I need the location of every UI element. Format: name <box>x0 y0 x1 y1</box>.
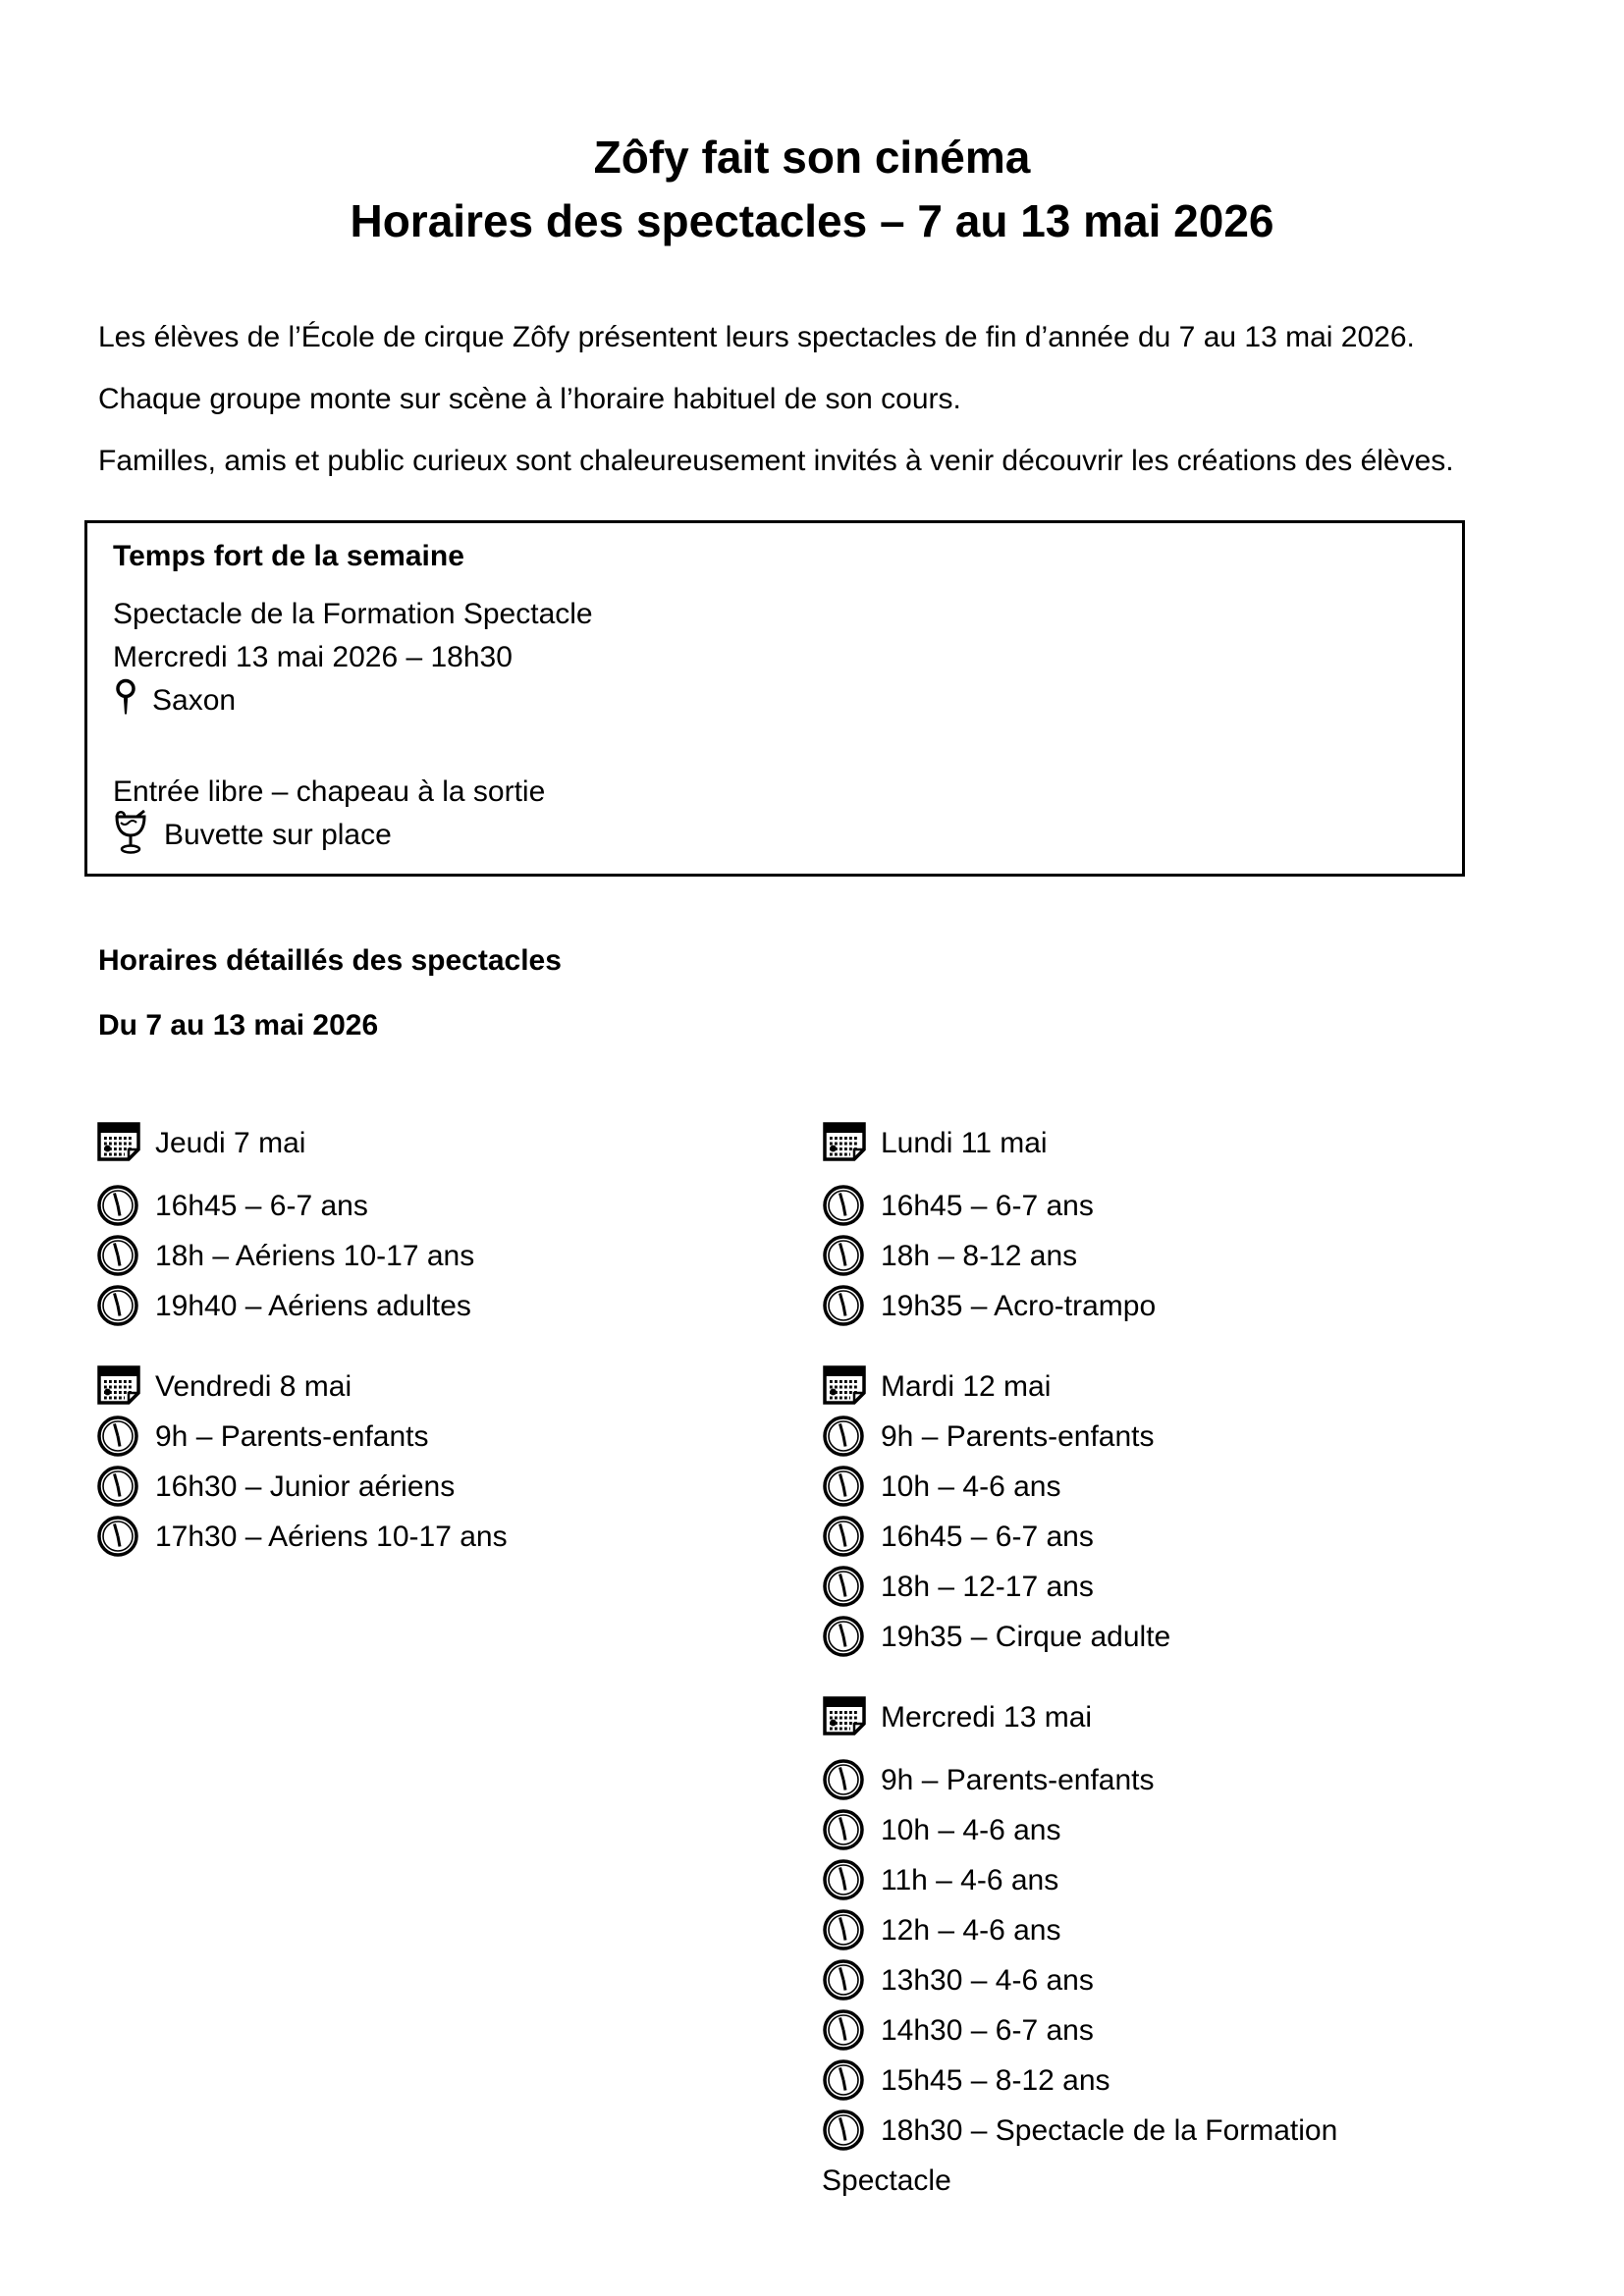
show-row <box>96 1231 822 1281</box>
blank-line <box>113 722 1436 771</box>
show-row <box>822 1562 1411 1612</box>
show-row <box>822 1281 1411 1331</box>
show-row <box>822 1231 1411 1281</box>
day-label: Vendredi 8 mai <box>155 1370 352 1403</box>
clock-icon <box>96 1234 139 1277</box>
clock-icon <box>96 1184 139 1227</box>
calendar-icon <box>96 1362 141 1408</box>
highlight-box <box>84 520 1465 877</box>
show-row <box>822 1462 1411 1512</box>
show-row <box>822 1905 1411 1955</box>
show-row <box>822 2056 1411 2106</box>
day-block <box>96 1362 822 1562</box>
show-time-label: 18h – 12-17 ans <box>881 1571 1094 1603</box>
show-row <box>822 1805 1411 1855</box>
day-block <box>96 1118 822 1331</box>
show-time-label: 16h45 – 6-7 ans <box>155 1190 368 1222</box>
day-header <box>822 1362 1411 1412</box>
show-time-label: 19h40 – Aériens adultes <box>155 1290 471 1322</box>
clock-icon <box>822 1615 865 1658</box>
show-time-label: 18h30 – Spectacle de la Formation Spectacle <box>822 2114 1338 2197</box>
calendar-icon <box>822 1119 867 1164</box>
clock-icon <box>822 1184 865 1227</box>
show-row <box>96 1462 822 1512</box>
highlight-buvette-row <box>113 814 1436 857</box>
show-time-label: 11h – 4-6 ans <box>881 1864 1059 1896</box>
clock-icon <box>822 1234 865 1277</box>
highlight-location-row <box>113 679 1436 722</box>
clock-icon <box>822 1758 865 1801</box>
day-label: Mardi 12 mai <box>881 1370 1052 1403</box>
show-time-label: 16h45 – 6-7 ans <box>881 1521 1094 1553</box>
schedule-column-right <box>822 1118 1411 2236</box>
show-row <box>822 1512 1411 1562</box>
clock-icon <box>96 1415 139 1458</box>
show-row <box>822 2106 1411 2206</box>
show-row <box>822 1755 1411 1805</box>
show-time-label: 18h – 8-12 ans <box>881 1240 1078 1272</box>
clock-icon <box>822 2008 865 2052</box>
show-time-label: 14h30 – 6-7 ans <box>881 2014 1094 2047</box>
show-time-label: 19h35 – Cirque adulte <box>881 1621 1171 1653</box>
clock-icon <box>822 1565 865 1608</box>
show-row <box>96 1281 822 1331</box>
title-line2: Horaires des spectacles – 7 au 13 mai 2026 <box>350 195 1274 246</box>
show-row <box>96 1181 822 1231</box>
highlight-heading: Temps fort de la semaine <box>113 540 464 572</box>
show-row <box>822 1955 1411 2005</box>
clock-icon <box>96 1515 139 1558</box>
day-label: Jeudi 7 mai <box>155 1127 306 1159</box>
location-pin-icon <box>113 677 138 719</box>
day-block <box>822 1362 1411 1662</box>
show-time-label: 15h45 – 8-12 ans <box>881 2064 1110 2097</box>
calendar-icon <box>822 1362 867 1408</box>
schedule-column-left <box>96 1118 822 2236</box>
show-time-label: 16h45 – 6-7 ans <box>881 1190 1094 1222</box>
day-header <box>96 1362 822 1412</box>
day-header <box>96 1118 822 1168</box>
show-time-label: 12h – 4-6 ans <box>881 1914 1061 1947</box>
clock-icon <box>822 2058 865 2102</box>
day-label: Mercredi 13 mai <box>881 1701 1093 1734</box>
show-time-label: 17h30 – Aériens 10-17 ans <box>155 1521 508 1553</box>
show-row <box>96 1512 822 1562</box>
show-row <box>96 1412 822 1462</box>
show-time-label: 13h30 – 4-6 ans <box>881 1964 1094 1997</box>
highlight-entry: Entrée libre – chapeau à la sortie <box>113 775 546 808</box>
highlight-location: Saxon <box>152 684 237 717</box>
show-time-label: 19h35 – Acro-trampo <box>881 1290 1157 1322</box>
day-header <box>822 1118 1411 1168</box>
highlight-event: Spectacle de la Formation Spectacle <box>113 598 593 630</box>
show-time-label: 16h30 – Junior aériens <box>155 1470 456 1503</box>
show-row <box>822 1181 1411 1231</box>
show-time-label: 10h – 4-6 ans <box>881 1470 1061 1503</box>
calendar-icon <box>822 1693 867 1738</box>
schedule-columns <box>96 1118 1624 2236</box>
clock-icon <box>822 1415 865 1458</box>
show-time-label: 9h – Parents-enfants <box>881 1420 1155 1453</box>
show-row <box>822 1612 1411 1662</box>
show-row <box>822 1412 1411 1462</box>
page-title <box>0 0 1624 253</box>
highlight-buvette: Buvette sur place <box>164 819 392 851</box>
show-time-label: 18h – Aériens 10-17 ans <box>155 1240 475 1272</box>
cocktail-icon <box>113 809 152 856</box>
day-header <box>822 1692 1411 1742</box>
schedule-heading: Horaires détaillés des spectacles <box>98 944 562 977</box>
clock-icon <box>96 1465 139 1508</box>
day-block <box>822 1692 1411 2206</box>
day-label: Lundi 11 mai <box>881 1127 1048 1159</box>
show-time-label: 10h – 4-6 ans <box>881 1814 1061 1846</box>
show-row <box>822 1855 1411 1905</box>
intro-paragraph-2: Chaque groupe monte sur scène à l’horaire habituel de son cours. <box>98 383 961 415</box>
show-row <box>822 2005 1411 2056</box>
highlight-datetime: Mercredi 13 mai 2026 – 18h30 <box>113 641 513 673</box>
clock-icon <box>822 1858 865 1901</box>
title-line1: Zôfy fait son cinéma <box>593 132 1031 183</box>
intro-paragraph-1: Les élèves de l’École de cirque Zôfy présentent leurs spectacles de fin d’année du 7 au 13 mai 2026. <box>98 321 1415 353</box>
clock-icon <box>822 1958 865 2002</box>
show-time-label: 9h – Parents-enfants <box>155 1420 429 1453</box>
clock-icon <box>822 1908 865 1951</box>
clock-icon <box>822 1284 865 1327</box>
clock-icon <box>822 1515 865 1558</box>
calendar-icon <box>96 1119 141 1164</box>
clock-icon <box>96 1284 139 1327</box>
clock-icon <box>822 1808 865 1851</box>
day-block <box>822 1118 1411 1331</box>
intro-paragraph-3: Familles, amis et public curieux sont chaleureusement invités à venir découvrir les créations des élèves. <box>98 445 1454 477</box>
schedule-subheading: Du 7 au 13 mai 2026 <box>98 1009 379 1041</box>
show-time-label: 9h – Parents-enfants <box>881 1764 1155 1796</box>
clock-icon <box>822 1465 865 1508</box>
clock-icon <box>822 2109 865 2152</box>
